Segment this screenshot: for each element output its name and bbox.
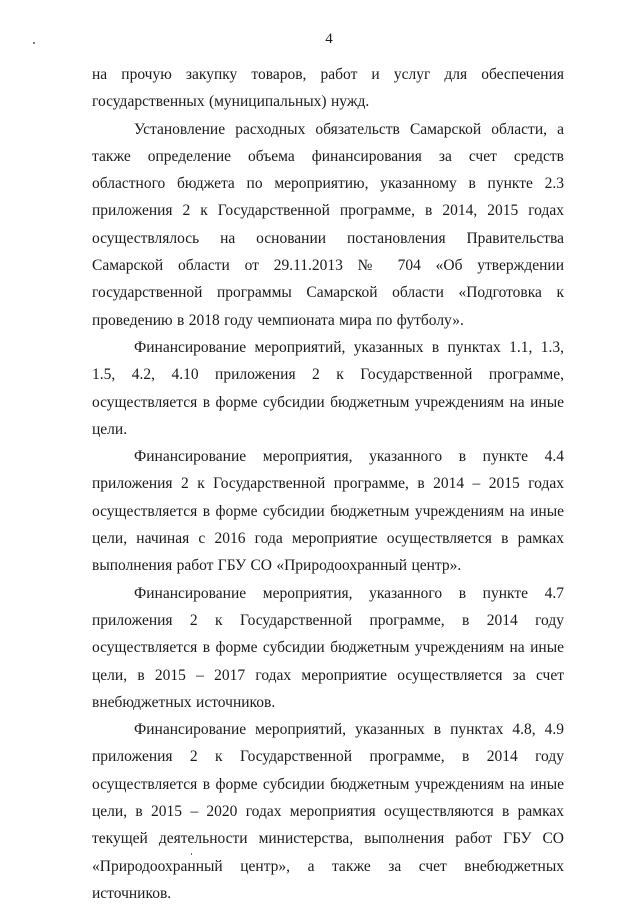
paragraph-financing-1-1: Финансирование мероприятий, указанных в пунктах 1.1, 1.3, 1.5, 4.2, 4.10 приложения 2 к Государственной программе, осуществляется в форме субсидии бюджетным учреждениям на иные цели. [92,338,564,438]
paragraph-financing-4-8: Финансирование мероприятий, указанных в пунктах 4.8, 4.9 приложения 2 к Государственной программе, в 2014 году осуществляется в форме субсидии бюджетным учреждениям на иные цели, в 2015 – 2020 годах мероприятия осуществляются в рамках текущей деятельности министерства, выполнения работ ГБУ СО «Природоохранный центр», а также за счет внебюджетных источников. [92,721,564,902]
page-number: 4 [325,31,333,47]
document-body [92,61,564,907]
paragraph-continuation: на прочую закупку товаров, работ и услуг для обеспечения государственных (муниципальных) нужд. [92,66,564,111]
paragraph-financing-4-7: Финансирование мероприятия, указанного в пункте 4.7 приложения 2 к Государственной программе, в 2014 году осуществляется в форме субсидии бюджетным учреждениям на иные цели, в 2015 – 2017 годах мероприятие осуществляется за счет внебюджетных источников. [92,584,564,711]
paragraph-financing-4-4: Финансирование мероприятия, указанного в пункте 4.4 приложения 2 к Государственной программе, в 2014 – 2015 годах осуществляется в форме субсидии бюджетным учреждениям на иные цели, начиная с 2016 года мероприятие осуществляется в рамках выполнения работ ГБУ СО «Природоохранный центр». [92,448,564,575]
paragraph-budget-obligations: Установление расходных обязательств Самарской области, а также определение объема финансирования за счет средств областного бюджета по мероприятию, указанному в пункте 2.3 приложения 2 к Государственной программе, в 2014, 2015 годах осуществлялось на основании постановления Правительства Самарской области от 29.11.2013 № 704 «Об утверждении государственной программы Самарской области «Подготовка к проведению в 2018 году чемпионата мира по футболу». [92,120,564,329]
